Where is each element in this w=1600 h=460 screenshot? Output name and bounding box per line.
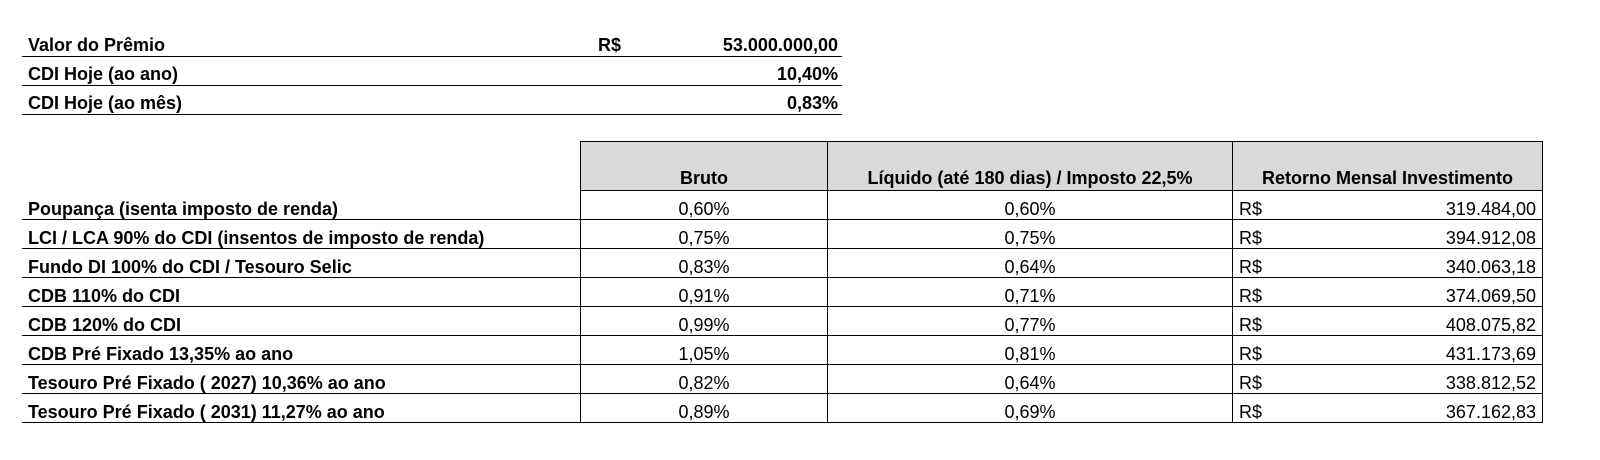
row-bruto: 0,83%	[581, 249, 828, 278]
header-liquido: Líquido (até 180 dias) / Imposto 22,5%	[828, 142, 1233, 191]
table-body	[22, 191, 1543, 423]
row-retorno: 431.173,69	[1445, 344, 1536, 364]
row-name: CDB 110% do CDI	[22, 278, 581, 307]
row-retorno-cell	[1233, 394, 1543, 423]
row-name: Tesouro Pré Fixado ( 2027) 10,36% ao ano	[22, 365, 581, 394]
cdi-mes-row	[22, 86, 842, 115]
table-row	[22, 220, 1543, 249]
row-liquido: 0,81%	[828, 336, 1233, 365]
row-bruto: 0,99%	[581, 307, 828, 336]
row-currency: R$	[1239, 315, 1263, 335]
row-retorno: 338.812,52	[1445, 373, 1536, 393]
table-row	[22, 249, 1543, 278]
table-row	[22, 336, 1543, 365]
table-header-row	[22, 142, 1543, 191]
row-name: CDB Pré Fixado 13,35% ao ano	[22, 336, 581, 365]
row-currency: R$	[1239, 402, 1263, 422]
row-currency: R$	[1239, 199, 1263, 219]
row-bruto: 0,89%	[581, 394, 828, 423]
premio-value: 53.000.000,00	[642, 28, 842, 57]
row-name: CDB 120% do CDI	[22, 307, 581, 336]
table-row	[22, 394, 1543, 423]
row-bruto: 0,60%	[581, 191, 828, 220]
summary-table	[22, 28, 842, 115]
row-name: Fundo DI 100% do CDI / Tesouro Selic	[22, 249, 581, 278]
cdi-mes-label: CDI Hoje (ao mês)	[22, 86, 592, 115]
table-row	[22, 278, 1543, 307]
row-retorno-cell	[1233, 249, 1543, 278]
premio-label: Valor do Prêmio	[22, 28, 592, 57]
table-row	[22, 191, 1543, 220]
premio-row	[22, 28, 842, 57]
row-retorno-cell	[1233, 307, 1543, 336]
premio-currency: R$	[592, 28, 642, 57]
row-bruto: 0,91%	[581, 278, 828, 307]
row-liquido: 0,77%	[828, 307, 1233, 336]
cdi-ano-label: CDI Hoje (ao ano)	[22, 57, 592, 86]
row-currency: R$	[1239, 344, 1263, 364]
cdi-ano-row	[22, 57, 842, 86]
header-bruto: Bruto	[581, 142, 828, 191]
row-retorno: 340.063,18	[1445, 257, 1536, 277]
header-blank	[22, 142, 581, 191]
row-retorno: 319.484,00	[1445, 199, 1536, 219]
table-row	[22, 307, 1543, 336]
row-retorno: 408.075,82	[1445, 315, 1536, 335]
row-liquido: 0,69%	[828, 394, 1233, 423]
table-row	[22, 365, 1543, 394]
row-retorno-cell	[1233, 278, 1543, 307]
row-bruto: 0,75%	[581, 220, 828, 249]
row-name: LCI / LCA 90% do CDI (insentos de imposto de renda)	[22, 220, 581, 249]
row-retorno-cell	[1233, 365, 1543, 394]
cdi-ano-value: 10,40%	[642, 57, 842, 86]
row-bruto: 1,05%	[581, 336, 828, 365]
row-liquido: 0,64%	[828, 249, 1233, 278]
row-retorno-cell	[1233, 220, 1543, 249]
row-name: Poupança (isenta imposto de renda)	[22, 191, 581, 220]
row-currency: R$	[1239, 228, 1263, 248]
cdi-mes-value: 0,83%	[642, 86, 842, 115]
row-name: Tesouro Pré Fixado ( 2031) 11,27% ao ano	[22, 394, 581, 423]
row-currency: R$	[1239, 257, 1263, 277]
row-currency: R$	[1239, 373, 1263, 393]
row-liquido: 0,60%	[828, 191, 1233, 220]
header-retorno: Retorno Mensal Investimento	[1233, 142, 1543, 191]
row-retorno: 394.912,08	[1445, 228, 1536, 248]
row-retorno-cell	[1233, 336, 1543, 365]
row-liquido: 0,75%	[828, 220, 1233, 249]
row-retorno-cell	[1233, 191, 1543, 220]
row-liquido: 0,71%	[828, 278, 1233, 307]
row-liquido: 0,64%	[828, 365, 1233, 394]
row-currency: R$	[1239, 286, 1263, 306]
row-retorno: 374.069,50	[1445, 286, 1536, 306]
row-retorno: 367.162,83	[1445, 402, 1536, 422]
row-bruto: 0,82%	[581, 365, 828, 394]
investment-table	[22, 141, 1543, 423]
